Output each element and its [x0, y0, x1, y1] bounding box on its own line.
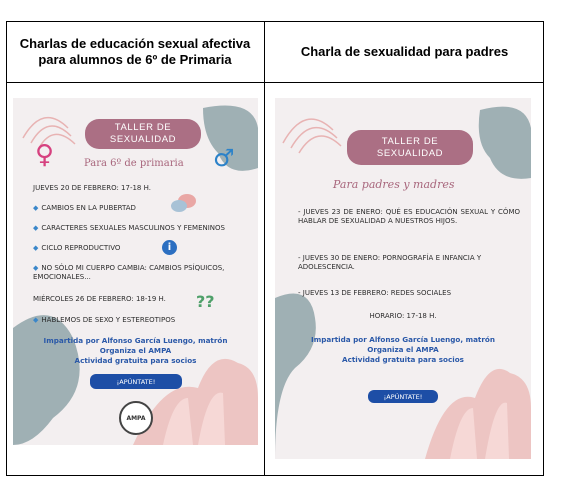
credits: [13, 336, 258, 366]
bullet-text: NO SÓLO MI CUERPO CAMBIA: CAMBIOS PSÍQUICOS, EMOCIONALES...: [33, 264, 225, 281]
diamond-icon: ◆: [33, 244, 39, 252]
session-item: - JUEVES 13 DE FEBRERO: REDES SOCIALES: [298, 289, 452, 297]
title-line-2: SEXUALIDAD: [109, 134, 177, 145]
table-row-divider: [6, 82, 544, 83]
table-column-divider: [264, 21, 265, 476]
date-1: JUEVES 20 DE FEBRERO: 17-18 H.: [33, 184, 151, 192]
title-pill: [85, 119, 201, 149]
diamond-icon: ◆: [33, 316, 39, 324]
diamond-icon: ◆: [33, 224, 39, 232]
bullet-text: CAMBIOS EN LA PUBERTAD: [41, 204, 136, 212]
title-line-1: TALLER DE: [114, 122, 172, 133]
session-item: - JUEVES 30 DE ENERO: PORNOGRAFÍA E INFANCIA Y ADOLESCENCIA.: [298, 254, 482, 271]
ampa-logo: [119, 401, 153, 435]
signup-button[interactable]: ¡APÚNTATE!: [368, 390, 438, 403]
credit-line: Organiza el AMPA: [367, 345, 439, 354]
header-right: Charla de sexualidad para padres: [300, 43, 509, 59]
poster-students: [13, 98, 258, 445]
logo-text: AMPA: [126, 414, 146, 422]
credit-line: Actividad gratuita para socios: [74, 356, 197, 365]
bullet-text: HABLEMOS DE SEXO Y ESTEREOTIPOS: [41, 316, 176, 324]
bullet-item: [33, 224, 225, 233]
bullet-item: [33, 264, 258, 282]
question-marks-icon: ??: [196, 292, 215, 311]
bullet-item: [33, 316, 175, 325]
female-symbol-icon: ♀: [35, 140, 55, 170]
title-pill: [347, 130, 473, 165]
credit-line: Impartida por Alfonso García Luengo, matrón: [311, 335, 495, 344]
credit-line: Actividad gratuita para socios: [342, 355, 464, 364]
subtitle: Para padres y madres: [333, 178, 455, 191]
speech-bubbles-icon: [171, 193, 197, 215]
info-icon: i: [162, 240, 177, 255]
poster-parents: [275, 98, 531, 459]
title-line-1: TALLER DE: [381, 135, 439, 147]
bullet-text: CARACTERES SEXUALES MASCULINOS Y FEMENINOS: [41, 224, 225, 232]
bullet-text: CICLO REPRODUCTIVO: [41, 244, 121, 252]
credit-line: Organiza el AMPA: [99, 346, 172, 355]
diamond-icon: ◆: [33, 264, 39, 272]
session-item: - JUEVES 23 DE ENERO: QUÉ ES EDUCACIÓN SEXUAL Y CÓMO HABLAR DE SEXUALIDAD A NUESTROS HIJOS.: [298, 208, 520, 225]
subtitle: Para 6º de primaria: [84, 158, 184, 169]
header-left: Charlas de educación sexual afectiva para alumnos de 6º de Primaria: [19, 35, 251, 67]
credits: [275, 335, 531, 365]
schedule: HORARIO: 17-18 H.: [369, 312, 437, 320]
male-symbol-icon: ♂: [213, 144, 235, 172]
bullet-item: [33, 244, 120, 253]
bullet-item: [33, 204, 136, 213]
title-line-2: SEXUALIDAD: [376, 147, 444, 159]
credit-line: Impartida por Alfonso García Luengo, matrón: [43, 336, 228, 345]
signup-button[interactable]: ¡APÚNTATE!: [90, 374, 182, 389]
diamond-icon: ◆: [33, 204, 39, 212]
date-2: MIÉRCOLES 26 DE FEBRERO: 18-19 H.: [33, 295, 166, 303]
